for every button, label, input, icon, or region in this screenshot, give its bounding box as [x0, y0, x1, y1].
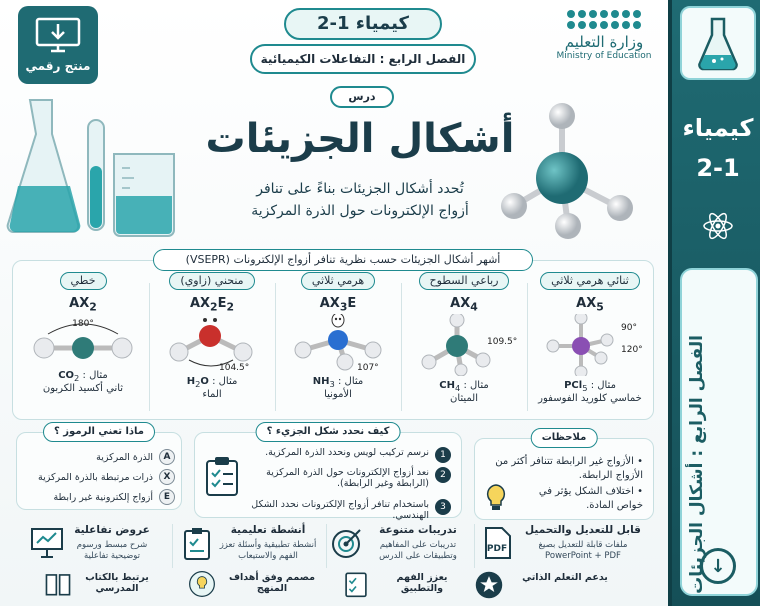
lightbulb-icon: [485, 483, 507, 513]
svg-text:109.5°: 109.5°: [487, 336, 518, 347]
shape-formula: $AX_5$: [576, 296, 604, 314]
divider: [401, 283, 402, 411]
shape-example-name: ثاني أكسيد الكربون: [42, 382, 124, 394]
shape-name: هرمي ثلاثي: [301, 272, 375, 290]
shape-trigonal-bipyramidal: [529, 269, 651, 415]
steps-panel: [194, 426, 462, 521]
feature-interactive-presentations: عروض تفاعلية شرح مبسط ورسوم توضيحية تفاعلية: [30, 520, 158, 570]
ministry-dots: [548, 10, 660, 29]
subject-pill: كيمياء 1-2: [284, 8, 442, 40]
divider: [172, 524, 173, 568]
shape-example-name: الميثان: [449, 392, 479, 404]
spine-chapter-text: الفصل الرابع : أشكال الجزيئات: [687, 335, 707, 594]
shape-example: مثال : $CO_2$: [58, 369, 108, 383]
feature-textbook-linked: يرتبط بالكتاب المدرسي: [30, 568, 160, 606]
shape-example: مثال : $CH_4$: [439, 379, 489, 393]
lesson-pill: درس: [330, 86, 394, 108]
notes-panel: [474, 432, 654, 520]
divider: [474, 524, 475, 568]
divider: [527, 283, 528, 411]
feature-varied-exercises: تدريبات متنوعة تدريبات على المفاهيم وتطبيقات على الدرس: [330, 520, 470, 570]
feature-self-learning: يدعم التعلم الذاتي: [472, 568, 622, 606]
monitor-download-icon: [35, 17, 81, 55]
steps-title: كيف نحدد شكل الجزيء ؟: [256, 422, 401, 442]
bent-molecule-diagram: [157, 314, 267, 372]
symbol-row-a: A الذرة المركزية: [17, 449, 181, 465]
feature-curriculum-aligned: مصمم وفق أهداف المنهج: [184, 568, 324, 606]
svg-text:180°: 180°: [72, 318, 94, 329]
spine-title: كيمياء 2-1: [682, 114, 754, 182]
shape-example-name: الأمونيا: [324, 388, 352, 400]
ministry-english: Ministry of Education: [556, 51, 652, 61]
svg-text:90°: 90°: [621, 322, 637, 333]
ministry-logo: [548, 10, 660, 61]
flask-icon: [680, 6, 756, 80]
chapter-pill: الفصل الرابع : التفاعلات الكيميائية: [250, 44, 476, 74]
badge-label: منتج رقمي: [25, 59, 91, 73]
glassware-illustration: [6, 96, 182, 250]
vsepr-panel: [12, 253, 654, 420]
shape-tetrahedral: [405, 269, 523, 415]
shape-name: خطي: [60, 272, 107, 290]
vsepr-title: أشهر أشكال الجزيئات حسب نظرية تنافر أزواج الإلكترونات (VSEPR): [153, 249, 533, 271]
shape-formula: $AX_4$: [450, 296, 478, 314]
note-item: • الأزواج غير الرابطة تتنافر أكثر من الأزواج الرابطة.: [495, 456, 643, 481]
divider: [149, 283, 150, 411]
shape-example: مثال : $H_2O$: [186, 375, 238, 389]
bipyramidal-molecule-diagram: [531, 314, 649, 376]
symbol-row-e: E أزواج إلكترونية غير رابطة: [17, 489, 181, 505]
shape-example-name: الماء: [202, 388, 222, 400]
divider: [326, 524, 327, 568]
tetrahedral-molecule-diagram: [409, 314, 519, 376]
lesson-title: أشكال الجزيئات: [205, 116, 515, 162]
symbol-row-x: X ذرات مرتبطة بالذرة المركزية: [17, 469, 181, 485]
shape-name: منحني (زاوي): [169, 272, 254, 290]
svg-text:104.5°: 104.5°: [219, 362, 250, 372]
step-2: 2 نعد أزواج الإلكترونات حول الذرة المركزية (الرابطة وغير الرابطة).: [247, 467, 451, 489]
shape-formula: $AX_2$: [69, 296, 97, 314]
svg-text:107°: 107°: [357, 362, 379, 372]
step-1: 1 نرسم تركيب لويس ونحدد الذرة المركزية.: [247, 447, 451, 463]
ministry-arabic: وزارة التعليم: [564, 33, 644, 51]
linear-molecule-diagram: [28, 314, 138, 366]
shape-name: ثنائي هرمي ثلاثي: [540, 272, 640, 290]
shape-example-name: خماسي كلوريد الفوسفور: [538, 392, 642, 404]
svg-text:120°: 120°: [621, 344, 643, 355]
pyramidal-molecule-diagram: [283, 314, 393, 372]
shape-trigonal-pyramidal: [279, 269, 397, 415]
lesson-subtitle: تُحدد أشكال الجزيئات بناءً على تنافر أزواج الإلكترونات حول الذرة المركزية: [251, 181, 469, 219]
tetrahedral-molecule-illustration: [496, 96, 646, 250]
feature-editable-download: PDF قابل للتعديل والتحميل ملفات قابلة للتعديل بصيغ PowerPoint + PDF: [480, 520, 650, 570]
shape-example: مثال : $NH_3$: [312, 375, 364, 389]
shape-name: رباعي السطوح: [419, 272, 510, 290]
step-3: 3 باستخدام تنافر أزواج الإلكترونات نحدد الشكل الهندسي.: [247, 499, 451, 521]
digital-product-badge: [18, 6, 98, 84]
shape-bent: [153, 269, 271, 415]
shape-formula: $AX_3E$: [319, 296, 357, 314]
feature-understanding: يعزز الفهم والتطبيق: [338, 568, 470, 606]
download-icon[interactable]: ↓: [700, 548, 736, 584]
symbols-title: ماذا تعني الرموز ؟: [43, 422, 155, 442]
symbols-panel: [16, 426, 182, 510]
notes-title: ملاحظات: [531, 428, 598, 448]
shape-linear: [23, 269, 143, 415]
svg-text:PDF: PDF: [486, 544, 508, 554]
feature-learning-activities: أنشطة تعليمية أنشطة تطبيقية وأسئلة تعزز الفهم والاستيعاب: [180, 520, 320, 570]
right-spine: [668, 0, 760, 606]
clipboard-check-icon: [205, 455, 239, 497]
divider: [275, 283, 276, 411]
note-item: • اختلاف الشكل يؤثر في خواص المادة.: [538, 486, 643, 511]
shape-example: مثال : PCl$_5$: [564, 379, 616, 393]
shape-formula: $AX_2E_2$: [189, 296, 235, 314]
atom-icon: [702, 210, 734, 246]
